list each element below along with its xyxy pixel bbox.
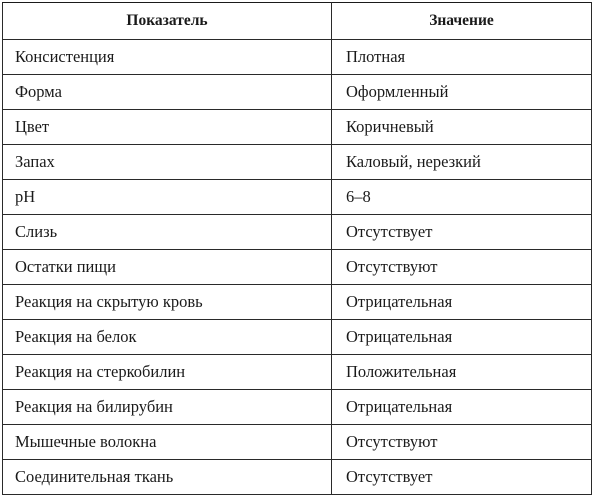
table-row <box>3 215 592 250</box>
table-row <box>3 110 592 145</box>
table-body <box>3 40 592 495</box>
table-row <box>3 390 592 425</box>
indicator-cell: Слизь <box>3 215 332 250</box>
table-row <box>3 145 592 180</box>
indicator-cell: Цвет <box>3 110 332 145</box>
value-cell: 6–8 <box>332 180 592 215</box>
column-header-indicator: Показатель <box>3 3 332 40</box>
table-row <box>3 285 592 320</box>
indicator-cell: Соединительная ткань <box>3 460 332 495</box>
table-row <box>3 40 592 75</box>
value-cell: Коричневый <box>332 110 592 145</box>
table-row <box>3 425 592 460</box>
value-cell: Отсутствует <box>332 460 592 495</box>
indicator-cell: Консистенция <box>3 40 332 75</box>
table-row <box>3 355 592 390</box>
indicator-cell: Реакция на стеркобилин <box>3 355 332 390</box>
indicator-cell: Форма <box>3 75 332 110</box>
value-cell: Отсутствуют <box>332 250 592 285</box>
indicator-cell: Остатки пищи <box>3 250 332 285</box>
table-row <box>3 460 592 495</box>
value-cell: Отсутствуют <box>332 425 592 460</box>
table-row <box>3 180 592 215</box>
indicator-cell: Запах <box>3 145 332 180</box>
table-row <box>3 320 592 355</box>
data-table-container <box>2 2 591 495</box>
indicator-cell: Реакция на билирубин <box>3 390 332 425</box>
header-row <box>3 3 592 40</box>
column-header-value: Значение <box>332 3 592 40</box>
value-cell: Отрицательная <box>332 285 592 320</box>
value-cell: Положительная <box>332 355 592 390</box>
table-row <box>3 250 592 285</box>
value-cell: Плотная <box>332 40 592 75</box>
indicator-cell: Реакция на скрытую кровь <box>3 285 332 320</box>
indicator-cell: Реакция на белок <box>3 320 332 355</box>
value-cell: Отрицательная <box>332 390 592 425</box>
indicator-cell: pH <box>3 180 332 215</box>
table-row <box>3 75 592 110</box>
indicator-cell: Мышечные волокна <box>3 425 332 460</box>
value-cell: Каловый, нерезкий <box>332 145 592 180</box>
value-cell: Оформленный <box>332 75 592 110</box>
table-header <box>3 3 592 40</box>
value-cell: Отсутствует <box>332 215 592 250</box>
data-table <box>2 2 592 495</box>
value-cell: Отрицательная <box>332 320 592 355</box>
